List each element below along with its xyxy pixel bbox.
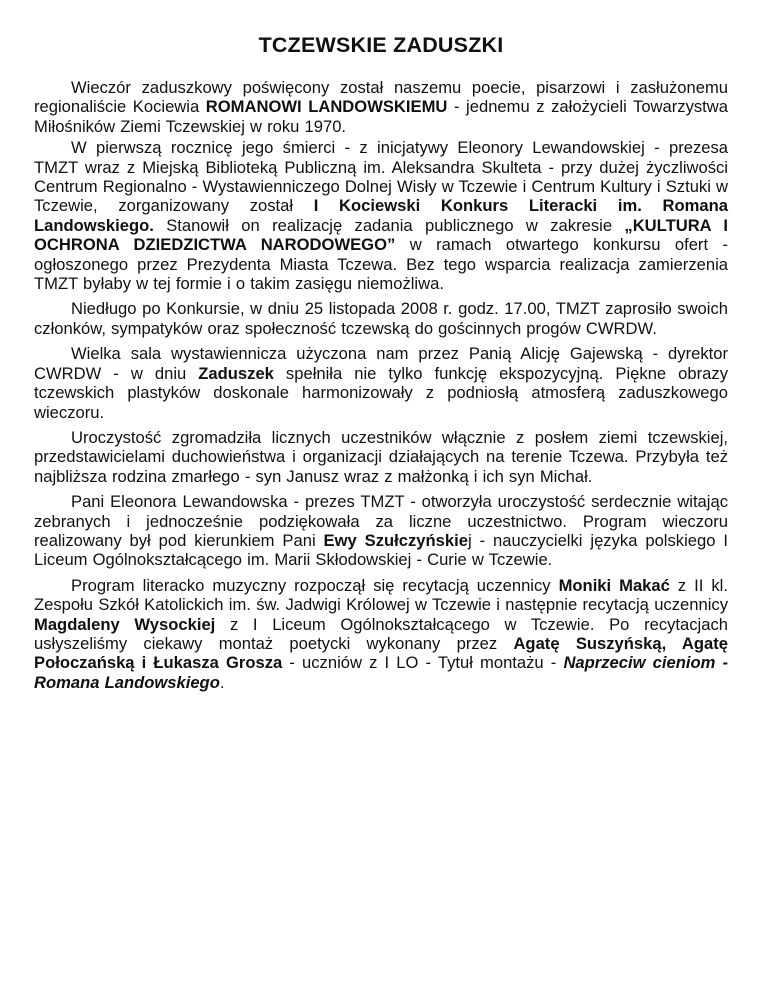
bold-text: Agatę Suszyńską, Agatę Połoczańską i Łukasza Grosza [34, 633, 728, 673]
paragraph-6 [34, 492, 728, 570]
text-run: Stanowił on realizację zadania publicznego w zakresie [153, 215, 625, 235]
paragraph-1 [34, 78, 728, 136]
text-run: z I Liceum Ogólnokształcącego w Tczewie. Po recytacjach usłyszeliśmy ciekawy montaż poetycki wykonany przez [34, 614, 729, 653]
text-run: W pierwszą rocznicę jego śmierci - z inicjatywy Eleonory Lewandowskiej - prezesa TMZT wraz z Miejską Biblioteką Publiczną im. Aleksandra Skulteta - przy dużej życzliwości Centrum Regionalno - Wystawienniczego Dolnej Wisły w Tczewie i Centrum Kultury i Sztuki w Tczewie, zorganizowany został [34, 138, 729, 216]
text-run: - uczniów z I LO - Tytuł montażu - [282, 653, 564, 673]
paragraph-4 [34, 344, 728, 422]
bold-text: Magdaleny Wysockiej [34, 614, 216, 634]
text-run: Niedługo po Konkursie, w dniu 25 listopada 2008 r. godz. 17.00, TMZT zaprosiło swoich członków, sympatyków oraz społeczność tczewską do gościnnych progów CWRDW. [34, 299, 728, 338]
article-body [34, 78, 728, 692]
text-run: - jednemu z założycieli Towarzystwa Miłośników Ziemi Tczewskiej w roku 1970. [34, 97, 728, 136]
document-title: TCZEWSKIE ZADUSZKI [258, 33, 504, 57]
text-run: Pani Eleonora Lewandowska - prezes TMZT - otworzyła uroczystość serdecznie witając zebranych i jednocześnie podziękowała za liczne uczestnictwo. Program wieczoru realizowany był pod kierunkiem Pani [34, 492, 728, 550]
bold-text: ROMANOWI LANDOWSKIEMU [205, 97, 448, 117]
text-run: Uroczystość zgromadziła licznych uczestników włącznie z posłem ziemi tczewskiej, przedstawicielami duchowieństwa i organizacji działających na terenie Tczewa. Przybyła też najbliższa rodzina zmarłego - syn Janusz wraz z małżonką i ich syn Michał. [34, 427, 728, 486]
text-run: . [219, 672, 225, 692]
paragraph-3 [34, 299, 728, 338]
bold-text: Zaduszek [198, 363, 274, 383]
bold-text: „KULTURA I OCHRONA DZIEDZICTWA NARODOWEGO” [34, 215, 729, 255]
text-run: Wielka sala wystawiennicza użyczona nam przez Panią Alicję Gajewską - dyrektor CWRDW - w dniu [34, 344, 728, 383]
text-run: spełniła nie tylko funkcję ekspozycyjną. Piękne obrazy tczewskich plastyków doskonale harmonizowały z podniosłą atmosferą zaduszkowego wieczoru. [34, 363, 728, 422]
paragraph-2 [34, 138, 728, 293]
text-run: j - nauczycielki języka polskiego I Liceum Ogólnokształcącego im. Marii Skłodowskiej - Curie w Tczewie. [34, 530, 728, 570]
bold-italic-text: Naprzeciw cieniom - Romana Landowskiego [34, 653, 728, 692]
document-page [34, 32, 728, 698]
text-run: Wieczór zaduszkowy poświęcony został naszemu poecie, pisarzowi i zasłużonemu regionaliście Kociewia [34, 78, 728, 117]
bold-text: I Kociewski Konkurs Literacki im. Romana Landowskiego. [34, 196, 728, 235]
text-run: Program literacko muzyczny rozpoczął się recytacją uczennicy [71, 575, 559, 595]
text-run: w ramach otwartego konkursu ofert - ogłoszonego przez Prezydenta Miasta Tczewa. Bez tego wsparcia realizacja zamierzenia TMZT byłaby w tej formie i o takim zasięgu niemożliwa. [34, 235, 729, 294]
bold-text: Ewy Szułczyńskie [323, 530, 468, 550]
paragraph-7 [34, 576, 728, 692]
paragraph-5 [34, 428, 728, 486]
text-run: z II kl. Zespołu Szkół Katolickich im. św. Jadwigi Królowej w Tczewie i następnie recytacją uczennicy [34, 575, 728, 615]
bold-text: Moniki Makać [558, 575, 670, 595]
